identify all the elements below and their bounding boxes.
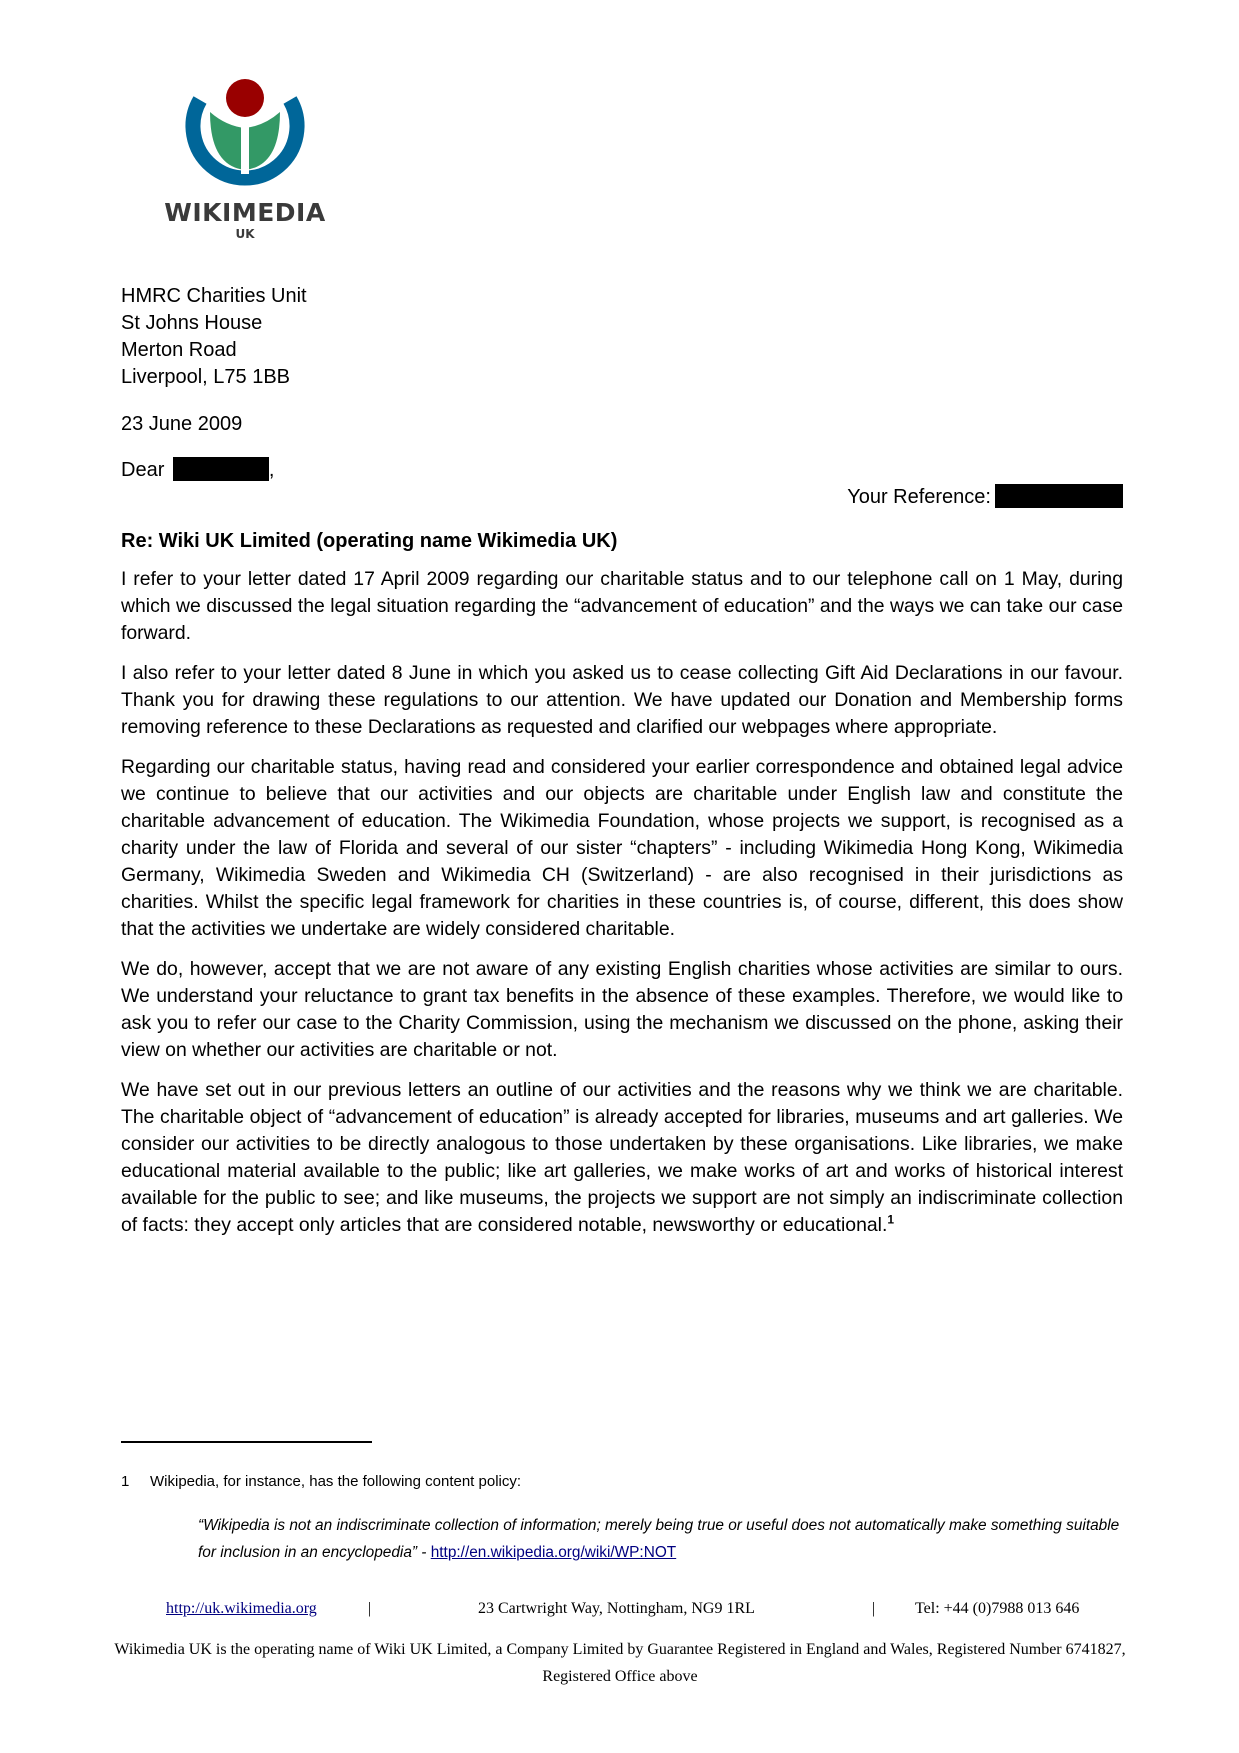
paragraph: Regarding our charitable status, having read and considered your earlier correspondence and obtained legal advice we continue to believe that our activities and our objects are charitable under English law and constitute the charitable advancement of education. The Wikimedia Foundation, whose projects we support, is recognised as a charity under the law of Florida and several of our sister “chapters” - including Wikimedia Hong Kong, Wikimedia Germany, Wikimedia Sweden and Wikimedia CH (Switzerland) - are also recognised in their jurisdictions as charities. Whilst the specific legal framework for charities in these countries is, of course, different, this does show that the activities we undertake are widely considered charitable. xyxy=(121,756,1123,940)
logo-sub: UK xyxy=(235,227,255,241)
wikimedia-uk-logo xyxy=(160,78,330,248)
footnote-mark[interactable]: 1 xyxy=(887,1212,895,1227)
paragraph: I refer to your letter dated 17 April 2009 regarding our charitable status and to our telephone call on 1 May, during which we discussed the legal situation regarding the “advancement of education” and the ways we can take our case forward. xyxy=(121,568,1123,644)
salutation xyxy=(121,457,274,484)
footnote-number: 1 xyxy=(121,1473,130,1490)
redacted-reference xyxy=(995,484,1123,508)
address-line: St Johns House xyxy=(121,312,263,334)
subject-line: Re: Wiki UK Limited (operating name Wikimedia UK) xyxy=(121,530,618,552)
paragraph-text: We have set out in our previous letters an outline of our activities and the reasons why we think we are charitable. The charitable object of “advancement of education” is already accepted for libraries, museums and art galleries. We consider our activities to be directly analogous to those undertaken by these organisations. Like libraries, we make educational material available to the public; like art galleries, we make works of art and works of historical interest available for the public to see; and like museums, the projects we support are not simply an indiscriminate collection of facts: they accept only articles that are considered notable, newsworthy or educational. xyxy=(121,1079,1123,1236)
footnote-link[interactable]: http://en.wikipedia.org/wiki/WP:NOT xyxy=(430,1544,677,1561)
paragraph xyxy=(121,1077,1123,1239)
footnote-intro xyxy=(121,1472,521,1492)
footnote-quote xyxy=(198,1512,1128,1566)
footnote-divider xyxy=(121,1441,372,1443)
footnote-quote-text: “Wikipedia is not an indiscriminate collection of information; merely being true or useful does not automatically make something suitable for inclusion in an encyclopedia” xyxy=(198,1517,1120,1561)
footer-website-link[interactable]: http://uk.wikimedia.org xyxy=(166,1600,317,1617)
footnote-intro-text: Wikipedia, for instance, has the following content policy: xyxy=(150,1473,522,1490)
address-line: Liverpool, L75 1BB xyxy=(121,366,291,388)
wikimedia-logo-icon xyxy=(160,78,330,198)
footer-address: 23 Cartwright Way, Nottingham, NG9 1RL xyxy=(478,1600,755,1617)
footer-separator: | xyxy=(368,1600,372,1617)
footnote-dash: - xyxy=(417,1544,431,1561)
footer-separator: | xyxy=(872,1600,876,1617)
logo-wordmark: WIKIMEDIA xyxy=(164,198,326,227)
paragraph: I also refer to your letter dated 8 June in which you asked us to cease collecting Gift Aid Declarations in our favour. Thank you for drawing these regulations to our attention. We have updated our Donation and Membership forms removing reference to these Declarations as requested and clarified our webpages where appropriate. xyxy=(121,662,1123,738)
paragraph: We do, however, accept that we are not aware of any existing English charities whose activities are similar to ours. We understand your reluctance to grant tax benefits in the absence of these examples. Therefore, we would like to ask you to refer our case to the Charity Commission, using the mechanism we discussed on the phone, asking their view on whether our activities are charitable or not. xyxy=(121,958,1123,1061)
address-line: Merton Road xyxy=(121,339,237,361)
letterhead-footer xyxy=(0,1597,1239,1621)
letter-body xyxy=(121,566,1123,1252)
reference-label: Your Reference: xyxy=(847,486,991,508)
recipient-address xyxy=(121,283,307,391)
footer-registration: Wikimedia UK is the operating name of Wiki UK Limited, a Company Limited by Guarantee Registered in England and Wales, Registered Number 6741827, Registered Office above xyxy=(114,1641,1126,1685)
letter-date: 23 June 2009 xyxy=(121,413,243,435)
address-line: HMRC Charities Unit xyxy=(121,285,307,307)
redacted-name xyxy=(173,457,269,481)
salutation-prefix: Dear xyxy=(121,459,165,481)
footer-telephone: Tel: +44 (0)7988 013 646 xyxy=(915,1600,1080,1617)
your-reference xyxy=(847,484,1123,511)
salutation-suffix: , xyxy=(268,459,275,481)
